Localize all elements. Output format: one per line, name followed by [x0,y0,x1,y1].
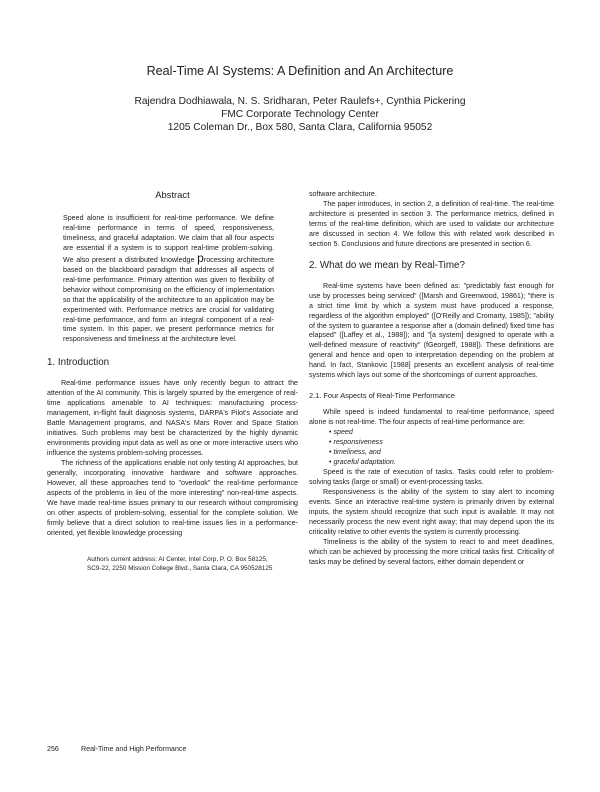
timeliness-paragraph: Timeliness is the ability of the system to react to and meet deadlines, which can be achieved by processing the more critical tasks first. Criticality of tasks may be defined by several factors, either domain dependent or [309,537,554,566]
responsiveness-paragraph: Responsiveness is the ability of the system to stay alert to incoming events. Since an interactive real-time system is primarily driven by external inputs, the system should recognize that such input is available. It may not necessarily process the new event right away; that may depend upon the its criticality relative to other events the system is currently processing. [309,487,554,536]
abstract-heading: Abstract [155,189,190,200]
paper-title: Real-Time AI Systems: A Definition and An Architecture [146,64,454,78]
speed-paragraph: Speed is the rate of execution of tasks. Tasks could refer to problem-solving tasks (large or small) or event-processing tasks. [309,467,554,486]
running-title: Real-Time and High Performance [81,745,187,753]
right-column [309,190,554,568]
author-block [0,95,600,134]
abstract-dropcap: p [197,250,204,265]
section-2-paragraph: Real-time systems have been defined as: "predictably fast enough for use by processes being serviced" ([Marsh and Greenwood, 19861); "there is a strict time limit by which a system must have produced a response, regardless of the algorithm employed" ([O'Reilly and Cromarty, 1985]); "ability of the system to guarantee a response after a (domain defined) fixed time has elapsed" ([Laffey et al., 1988]); and "[a system] designed to operate with a well-defined measure of reactivity" (fGeorgeff, 1988]). These definitions are general and hence and open to interpretation depending on the problem at hand. In fact, Stankovic [1988] presents an excellent analysis of real-time systems which lays out some of the shortcomings of current approaches. [309,281,554,380]
page-number: 256 [47,745,59,753]
list-item: • graceful adaptation. [329,458,554,468]
abstract-text-part2: rocessing architecture based on the blackboard paradigm that addresses all aspects of real-time performance. Primary attention was given to flexibility of behavior without compromising on the efficiency of implementation so that the applicability of the architecture to an application may be experimented with. Performance metrics are crucial for validating real-time performance, and form an integral component of a real-time system. In this paper, we present performance metrics for responsiveness and timeliness at the architecture level. [63,255,274,344]
author-names: Rajendra Dodhiawala, N. S. Sridharan, Peter Raulefs+, Cynthia Pickering [134,96,466,107]
left-column [47,189,298,573]
section-1-paragraph-2: The richness of the applications enable not only testing AI approaches, but generally, incorporating innovative hardware and software approaches. However, all these approaches tend to "overlook" the real-time performance aspects of the problems in lieu of the more interesting" non-real-time aspects. We have made real-time issues primary to our research without compromising on other aspects of problem-solving, essential for the complete solution. We firmly believe that a direct solution to real-time issues lies in a performance-oriented, yet flexible knowledge processing [47,459,298,537]
section-1-paragraph-1: Real-time performance issues have only recently begun to attract the attention of the AI community. This is largely spurred by the emergence of real-time applications amenable to AI techniques: manufacturing process-management, in-flight fault diagnosis systems, DARPA's Pilot's Associate and Battle Management programs, and NASA's Mars Rover and Space Station initiatives. Such problems may best be characterized by the highly dynamic environments providing input data as well as one or more interactive users who influence the systems problem-solving processes. [47,379,298,458]
section-2-heading: 2. What do we mean by Real-Time? [309,259,465,271]
footnote: Authors current address: AI Center, Intel Corp, P. O. Box 58125, SC9-22, 2250 Mission College Blvd., Santa Clara, CA 950528125 [87,555,273,572]
subsection-2-1-heading: 2.1. Four Aspects of Real-Time Performance [309,391,455,401]
page-footer [47,745,186,753]
abstract-text-part1: Speed alone is insufficient for real-time performance. We define real-time performance in terms of speed, responsiveness, timeliness, and graceful adaptation. We claim that all four aspects are essential if a system is to support real-time problem-solving. We also present a distributed knowledge [63,214,274,264]
intro-paragraph: The paper introduces, in section 2, a definition of real-time. The real-time architecture is presented in section 3. The performance metrics, defined in terms of the real-time definition, which are used to validate our architecture are discussed in section 4. We follow this with related work described in section 5. Conclusions and future directions are presented in section 6. [309,199,554,248]
author-address: 1205 Coleman Dr., Box 580, Santa Clara, California 95052 [167,122,433,133]
list-item: • responsiveness [329,438,554,448]
continuation-text: software architecture. [309,190,377,198]
abstract-text [47,214,298,345]
subsection-intro: While speed is indeed fundamental to real-time performance, speed alone is not real-time. The four aspects of real-time performance are: [309,408,554,427]
aspects-list [309,428,554,468]
section-1-heading: 1. Introduction [47,357,110,369]
list-item: • speed [329,428,554,438]
author-organization: FMC Corporate Technology Center [221,109,379,120]
list-item: • timeliness, and [329,448,554,458]
